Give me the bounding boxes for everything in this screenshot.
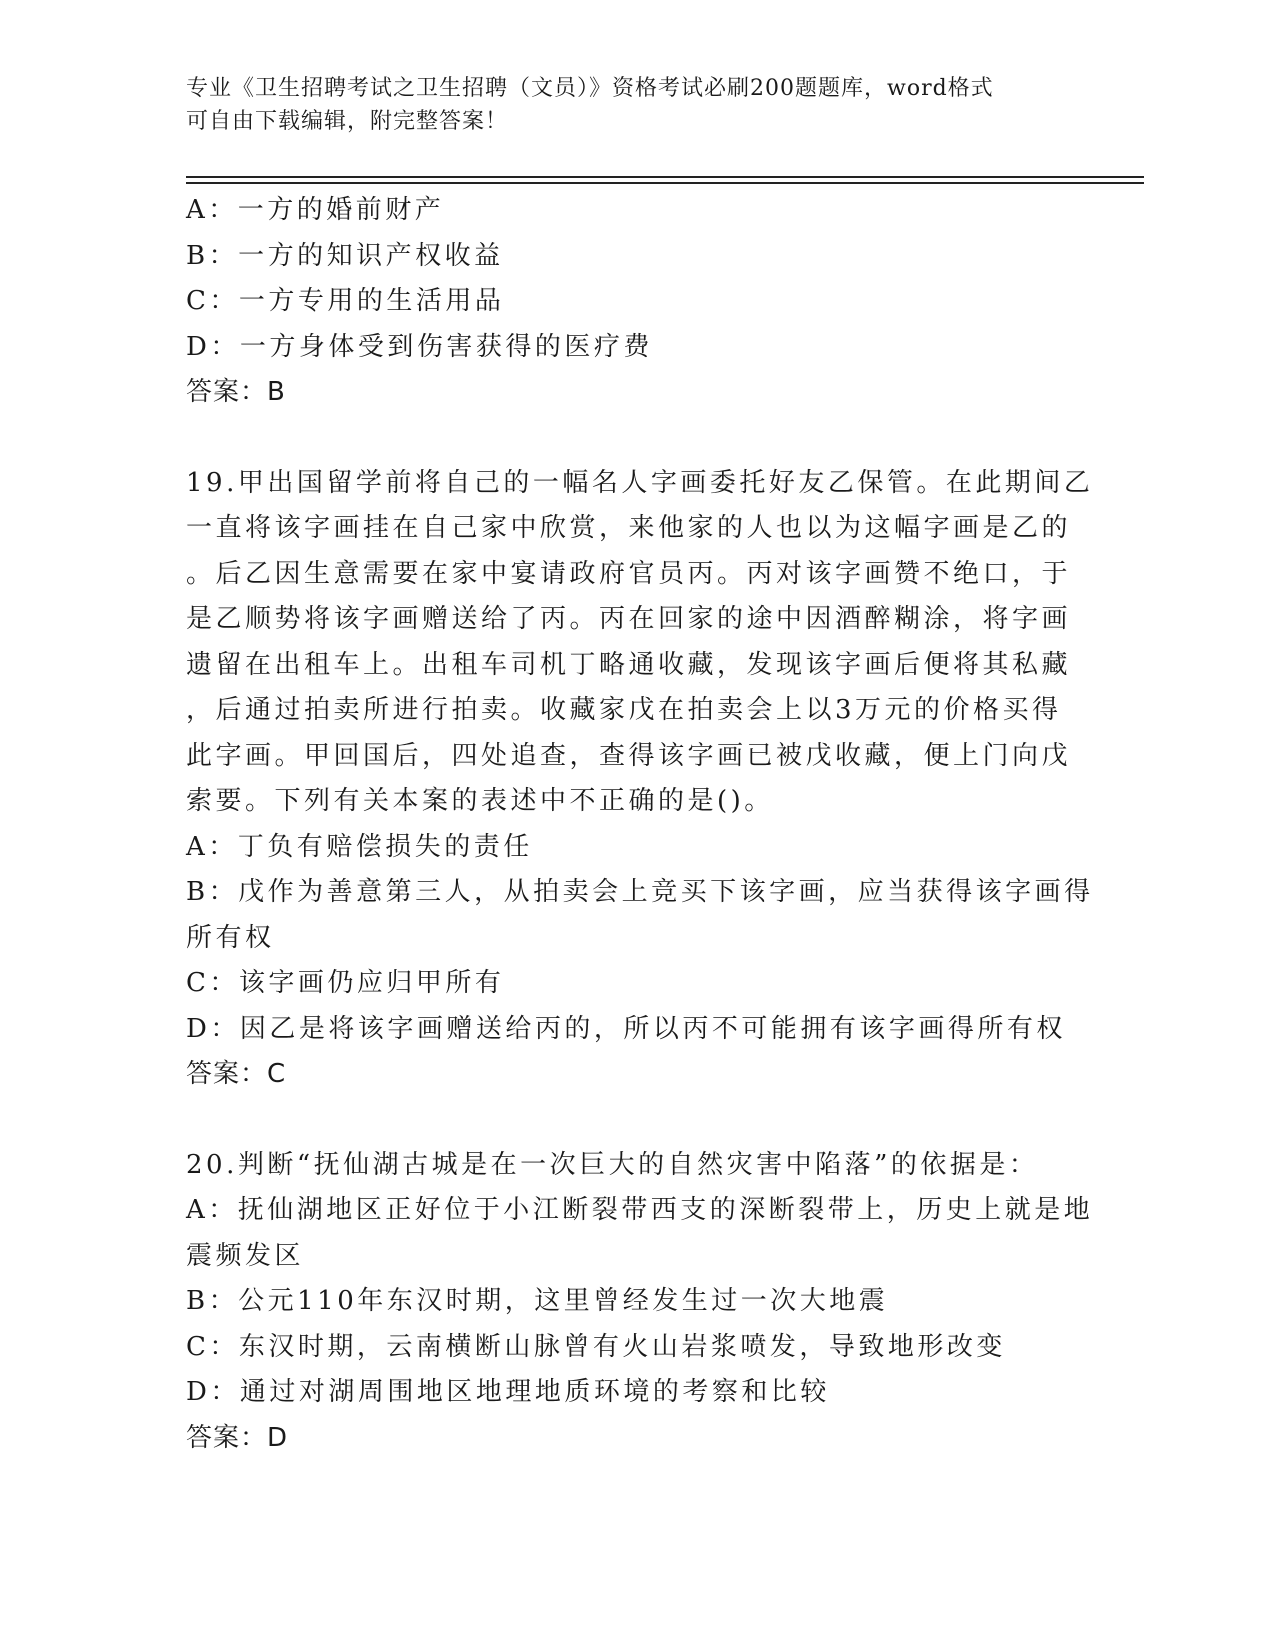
header-divider-bottom	[186, 182, 1144, 184]
question-20	[186, 1143, 1094, 1462]
q18-option-d: D：一方身体受到伤害获得的医疗费	[186, 331, 653, 362]
q19-stem-line: 。后乙因生意需要在家中宴请政府官员丙。丙对该字画赞不绝口，于	[186, 558, 1072, 589]
q20-option-a-cont: 震频发区	[186, 1240, 305, 1271]
question-18	[186, 188, 1066, 416]
q19-option-c: C：该字画仍应归甲所有	[186, 968, 505, 998]
q18-option-b: B：一方的知识产权收益	[186, 240, 504, 271]
question-19	[186, 461, 1094, 1098]
q19-option-d: D：因乙是将该字画赠送给丙的，所以丙不可能拥有该字画得所有权	[186, 1013, 1066, 1044]
q20-option-d: D：通过对湖周围地区地理地质环境的考察和比较	[186, 1377, 830, 1407]
q19-stem-line: 是乙顺势将该字画赠送给了丙。丙在回家的途中因酒醉糊涂，将字画	[186, 604, 1072, 634]
q19-stem-line: 此字画。甲回国后，四处追查，查得该字画已被戊收藏，便上门向戊	[186, 740, 1072, 771]
q19-option-b-cont: 所有权	[186, 922, 275, 953]
header-divider-top	[186, 176, 1144, 178]
q20-option-c: C：东汉时期，云南横断山脉曾有火山岩浆喷发，导致地形改变	[186, 1331, 1006, 1362]
q19-stem-line: ，后通过拍卖所进行拍卖。收藏家戊在拍卖会上以3万元的价格买得	[186, 695, 1062, 725]
q20-answer: 答案：D	[186, 1422, 289, 1453]
q18-answer: 答案：B	[186, 377, 286, 407]
header-line-2: 可自由下载编辑，附完整答案！	[186, 109, 509, 134]
q20-option-a: A：抚仙湖地区正好位于小江断裂带西支的深断裂带上，历史上就是地	[186, 1195, 1094, 1225]
q18-option-a: A：一方的婚前财产	[186, 195, 445, 225]
spacer	[186, 416, 1066, 461]
q19-stem-line: 一直将该字画挂在自己家中欣赏，来他家的人也以为这幅字画是乙的	[186, 513, 1072, 543]
q19-stem-line: 19.甲出国留学前将自己的一幅名人字画委托好友乙保管。在此期间乙	[186, 467, 1094, 498]
q19-answer: 答案：C	[186, 1059, 287, 1089]
header-line-1: 专业《卫生招聘考试之卫生招聘（文员）》资格考试必刷200题题库，word格式	[186, 76, 994, 101]
q19-option-a: A：丁负有赔偿损失的责任	[186, 831, 533, 862]
q19-option-b: B：戊作为善意第三人，从拍卖会上竞买下该字画，应当获得该字画得	[186, 877, 1094, 907]
spacer	[186, 1098, 1066, 1143]
q19-stem-line: 索要。下列有关本案的表述中不正确的是()。	[186, 786, 774, 816]
q18-option-c: C：一方专用的生活用品	[186, 286, 505, 316]
q19-stem-line: 遗留在出租车上。出租车司机丁略通收藏，发现该字画后便将其私藏	[186, 649, 1072, 680]
q20-option-b: B：公元110年东汉时期，这里曾经发生过一次大地震	[186, 1286, 889, 1316]
document-header	[186, 72, 1086, 138]
q20-stem: 20.判断“抚仙湖古城是在一次巨大的自然灾害中陷落”的依据是：	[186, 1149, 1039, 1180]
document-body	[186, 188, 1094, 1461]
